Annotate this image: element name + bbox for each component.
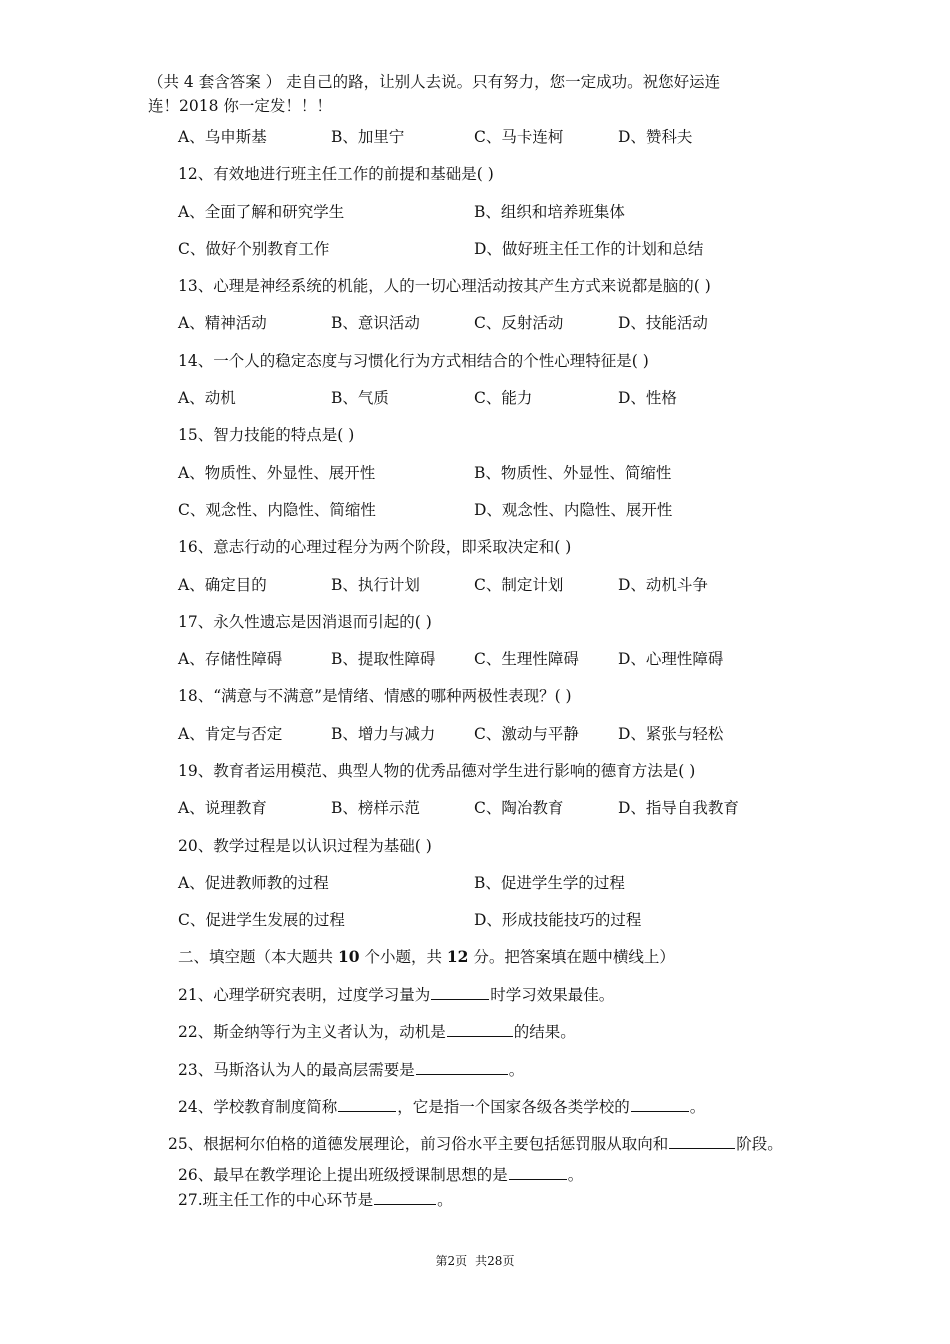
option-c: C、生理性障碍 [474,650,579,668]
heading-text: 二、填空题（本大题共 [178,948,338,966]
page-footer [0,1252,950,1269]
question-14: 14、一个人的稳定态度与习惯化行为方式相结合的个性心理特征是( ) [178,352,649,370]
question-text: 的结果。 [513,1023,576,1041]
option-c: C、能力 [474,389,533,407]
option-c: C、陶冶教育 [474,799,564,817]
option-d: D、紧张与轻松 [618,725,724,743]
question-20: 20、教学过程是以认识过程为基础( ) [178,837,432,855]
answer-blank[interactable] [669,1134,735,1149]
option-a: A、精神活动 [178,314,267,332]
option-b: B、气质 [331,389,389,407]
question-21 [178,985,614,1005]
question-19: 19、教育者运用模范、典型人物的优秀品德对学生进行影响的德育方法是( ) [178,762,696,780]
question-text: 27.班主任工作的中心环节是 [178,1191,374,1209]
option-c: C、做好个别教育工作 [178,240,330,258]
option-b: B、促进学生学的过程 [474,874,625,892]
question-text: 25、根据柯尔伯格的道德发展理论，前习俗水平主要包括惩罚服从取向和 [168,1135,669,1153]
answer-blank[interactable] [447,1022,513,1037]
option-d: D、动机斗争 [618,576,708,594]
question-12: 12、有效地进行班主任工作的前提和基础是( ) [178,165,494,183]
option-a: A、乌申斯基 [178,128,267,146]
option-d: D、做好班主任工作的计划和总结 [474,240,704,258]
option-d: D、赞科夫 [618,128,693,146]
heading-points: 12 [446,947,469,966]
question-16: 16、意志行动的心理过程分为两个阶段，即采取决定和( ) [178,538,572,556]
option-a: A、全面了解和研究学生 [178,203,345,221]
question-text: 24、学校教育制度简称 [178,1098,338,1116]
option-d: D、性格 [618,389,677,407]
option-d: D、形成技能技巧的过程 [474,911,642,929]
option-c: C、反射活动 [474,314,564,332]
option-c: C、促进学生发展的过程 [178,911,345,929]
question-22 [178,1022,576,1042]
option-c: C、马卡连柯 [474,128,564,146]
answer-blank[interactable] [509,1165,567,1180]
option-b: B、榜样示范 [331,799,420,817]
answer-blank[interactable] [374,1190,436,1205]
question-27 [178,1190,453,1210]
question-text: 21、心理学研究表明，过度学习量为 [178,986,431,1004]
question-text: 时学习效果最佳。 [490,986,615,1004]
option-c: C、激动与平静 [474,725,579,743]
option-c: C、制定计划 [474,576,564,594]
option-a: A、肯定与否定 [178,725,283,743]
question-text: ，它是指一个国家各级各类学校的 [397,1098,630,1116]
answer-blank[interactable] [338,1097,396,1112]
page-total: 共28页 [475,1254,515,1268]
option-b: B、提取性障碍 [331,650,436,668]
option-c: C、观念性、内隐性、简缩性 [178,501,376,519]
heading-text: 个小题，共 [359,948,447,966]
question-text: 。 [508,1061,525,1079]
option-a: A、促进教师教的过程 [178,874,329,892]
question-26 [178,1165,583,1185]
answer-blank[interactable] [416,1060,508,1075]
question-text: 阶段。 [736,1135,783,1153]
answer-blank[interactable] [631,1097,689,1112]
option-a: A、物质性、外显性、展开性 [178,464,376,482]
question-text: 22、斯金纳等行为主义者认为，动机是 [178,1023,446,1041]
answer-blank[interactable] [431,985,489,1000]
option-b: B、增力与减力 [331,725,436,743]
question-text: 23、马斯洛认为人的最高层需要是 [178,1061,415,1079]
option-d: D、技能活动 [618,314,708,332]
option-d: D、心理性障碍 [618,650,724,668]
option-d: D、观念性、内隐性、展开性 [474,501,673,519]
option-a: A、存储性障碍 [178,650,283,668]
question-text: 。 [689,1098,706,1116]
page-number: 第2页 [435,1254,468,1268]
question-text: 26、最早在教学理论上提出班级授课制思想的是 [178,1166,508,1184]
option-b: B、执行计划 [331,576,420,594]
question-18: 18、“满意与不满意”是情绪、情感的哪种两极性表现？( ) [178,687,572,705]
question-15: 15、智力技能的特点是( ) [178,426,355,444]
question-25 [168,1134,783,1154]
question-text: 。 [567,1166,584,1184]
option-b: B、加里宁 [331,128,405,146]
heading-text: 分。把答案填在题中横线上） [468,948,675,966]
option-a: A、确定目的 [178,576,267,594]
option-b: B、意识活动 [331,314,420,332]
option-b: B、组织和培养班集体 [474,203,625,221]
header-line-1: （共 4 套含答案 ） 走自己的路，让别人去说。只有努力，您一定成功。祝您好运连 [148,73,721,91]
section-2-heading [178,947,675,967]
question-23 [178,1060,524,1080]
header-line-2: 连！2018 你一定发！！！ [148,97,332,115]
option-d: D、指导自我教育 [618,799,739,817]
option-a: A、动机 [178,389,236,407]
heading-count: 10 [337,947,360,966]
question-13: 13、心理是神经系统的机能，人的一切心理活动按其产生方式来说都是脑的( ) [178,277,711,295]
option-a: A、说理教育 [178,799,267,817]
question-17: 17、永久性遗忘是因消退而引起的( ) [178,613,432,631]
question-text: 。 [437,1191,453,1209]
question-24 [178,1097,705,1117]
option-b: B、物质性、外显性、简缩性 [474,464,672,482]
